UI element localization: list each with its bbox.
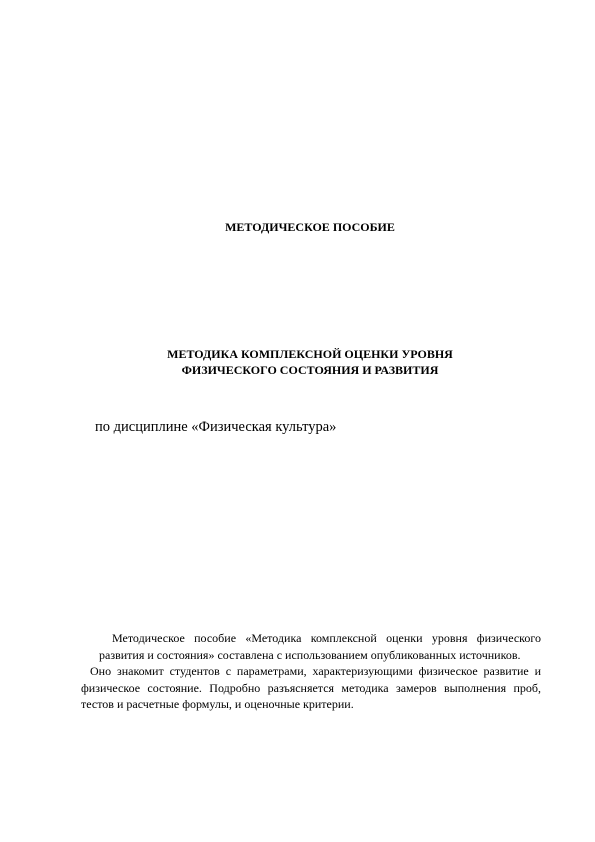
document-title — [0, 346, 595, 378]
abstract-block — [81, 630, 541, 713]
document-title-line-2: ФИЗИЧЕСКОГО СОСТОЯНИЯ И РАЗВИТИЯ — [181, 363, 439, 377]
abstract-paragraph-1: Методическое пособие «Методика комплексной оценки уровня физического развития и состояния» составлена с использованием опубликованных источников. — [99, 631, 541, 662]
abstract-paragraph-2: Оно знакомит студентов с параметрами, характеризующими физическое развитие и физическое состояние. Подробно разъясняется методика замеров выполнения проб, тестов и расчетные формулы, и оценочные критерии. — [81, 664, 541, 711]
document-type-heading: МЕТОДИЧЕСКОЕ ПОСОБИЕ — [225, 220, 395, 234]
document-title-line-1: МЕТОДИКА КОМПЛЕКСНОЙ ОЦЕНКИ УРОВНЯ — [167, 347, 453, 361]
discipline-line: по дисциплине «Физическая культура» — [95, 419, 337, 435]
